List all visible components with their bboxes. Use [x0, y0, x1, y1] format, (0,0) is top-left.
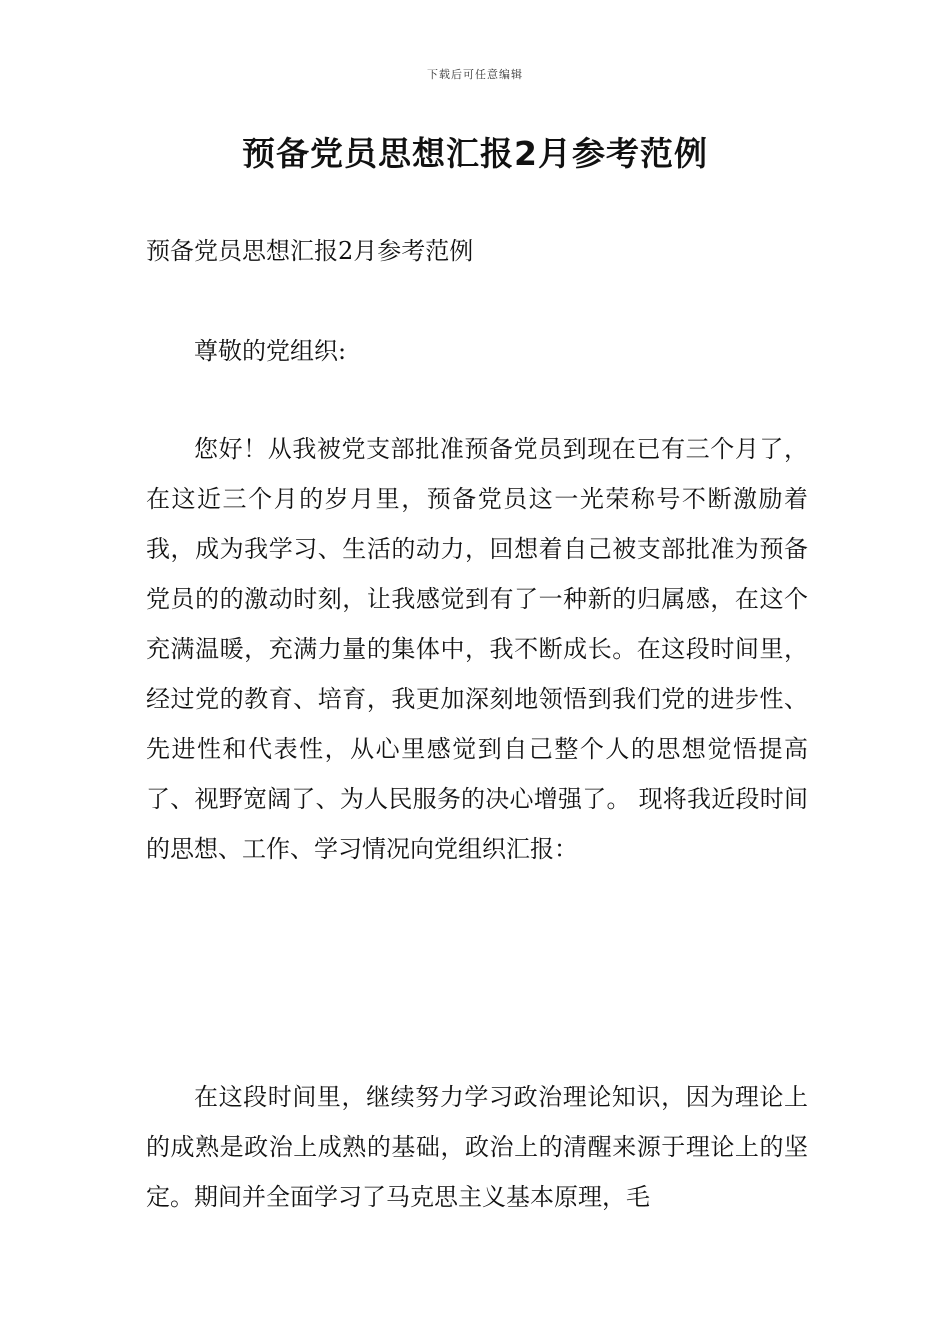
paragraph-2: 在这段时间里，继续努力学习政治理论知识，因为理论上的成熟是政治上成熟的基础，政治上的清醒来源于理论上的坚定。期间并全面学习了马克思主义基本原理，毛	[146, 1083, 808, 1211]
document-subtitle: 预备党员思想汇报2月参考范例	[146, 237, 474, 265]
document-title: 预备党员思想汇报2月参考范例	[242, 134, 708, 173]
greeting: 尊敬的党组织:	[194, 337, 347, 365]
header-note: 下载后可任意编辑	[427, 68, 523, 81]
paragraph-1: 您好！从我被党支部批准预备党员到现在已有三个月了，在这近三个月的岁月里，预备党员这一光荣称号不断激励着我，成为我学习、生活的动力，回想着自己被支部批准为预备党员的的激动时刻，让我感觉到有了一种新的归属感，在这个充满温暖，充满力量的集体中，我不断成长。在这段时间里，经过党的教育、培育，我更加深刻地领悟到我们党的进步性、先进性和代表性，从心里感觉到自己整个人的思想觉悟提高了、视野宽阔了、为人民服务的决心增强了。 现将我近段时间的思想、工作、学习情况向党组织汇报：	[146, 435, 808, 863]
